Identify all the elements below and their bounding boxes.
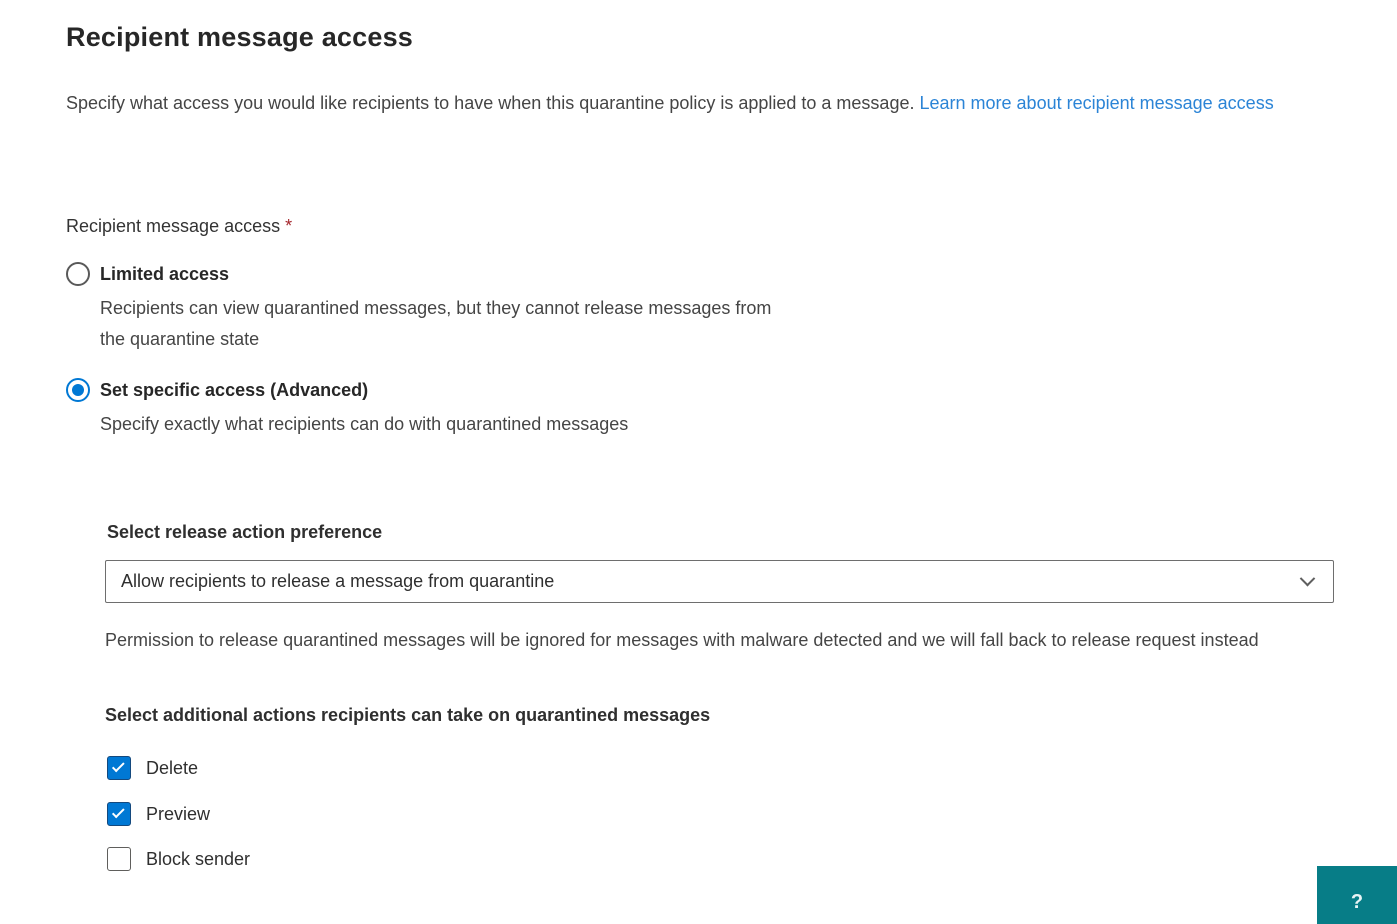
checkbox-row-delete[interactable] <box>107 756 198 780</box>
checkbox-label[interactable]: Preview <box>146 803 211 824</box>
learn-more-link[interactable]: Learn more about recipient message access <box>919 93 1274 113</box>
page-description-text: Specify what access you would like recipients to have when this quarantine policy is applied to a message. <box>66 93 915 113</box>
checkbox-block-sender[interactable] <box>107 847 131 871</box>
release-action-selected-value: Allow recipients to release a message from quarantine <box>121 571 555 591</box>
checkbox-label[interactable]: Delete <box>146 757 199 778</box>
required-asterisk: * <box>285 216 293 236</box>
radio-option-description: Recipients can view quarantined messages, but they cannot release messages from the quarantine state <box>100 298 772 349</box>
checkbox-label[interactable]: Block sender <box>146 848 251 869</box>
help-button[interactable] <box>1317 866 1397 924</box>
checkbox-row-preview[interactable] <box>107 802 210 826</box>
radio-option-label[interactable]: Set specific access (Advanced) <box>100 380 369 400</box>
chevron-down-icon <box>1300 571 1316 587</box>
radio-option-description: Specify exactly what recipients can do with quarantined messages <box>100 414 629 434</box>
question-mark-icon: ? <box>1350 890 1364 913</box>
release-action-label: Select release action preference <box>107 522 383 542</box>
checkbox-preview[interactable] <box>107 802 131 826</box>
radio-button-unselected[interactable] <box>66 262 90 286</box>
release-action-note: Permission to release quarantined messages will be ignored for messages with malware detected and we will fall back to release request instead <box>105 630 1259 650</box>
checkbox-delete[interactable] <box>107 756 131 780</box>
radio-button-selected[interactable] <box>66 378 90 402</box>
checkmark-icon <box>112 760 125 773</box>
page-title: Recipient message access <box>66 22 414 52</box>
checkmark-icon <box>112 806 125 819</box>
radio-option-label[interactable]: Limited access <box>100 264 230 284</box>
access-field-label-text: Recipient message access <box>66 216 281 236</box>
checkbox-row-block-sender[interactable] <box>107 847 250 871</box>
radio-option-text <box>100 261 800 355</box>
release-action-dropdown[interactable] <box>105 560 1334 603</box>
page-description <box>66 89 1336 118</box>
radio-option-set-specific-access[interactable] <box>66 377 628 440</box>
radio-option-limited-access[interactable] <box>66 261 800 355</box>
radio-option-text <box>100 377 628 440</box>
access-field-label <box>66 216 292 237</box>
additional-actions-label: Select additional actions recipients can take on quarantined messages <box>105 705 711 725</box>
